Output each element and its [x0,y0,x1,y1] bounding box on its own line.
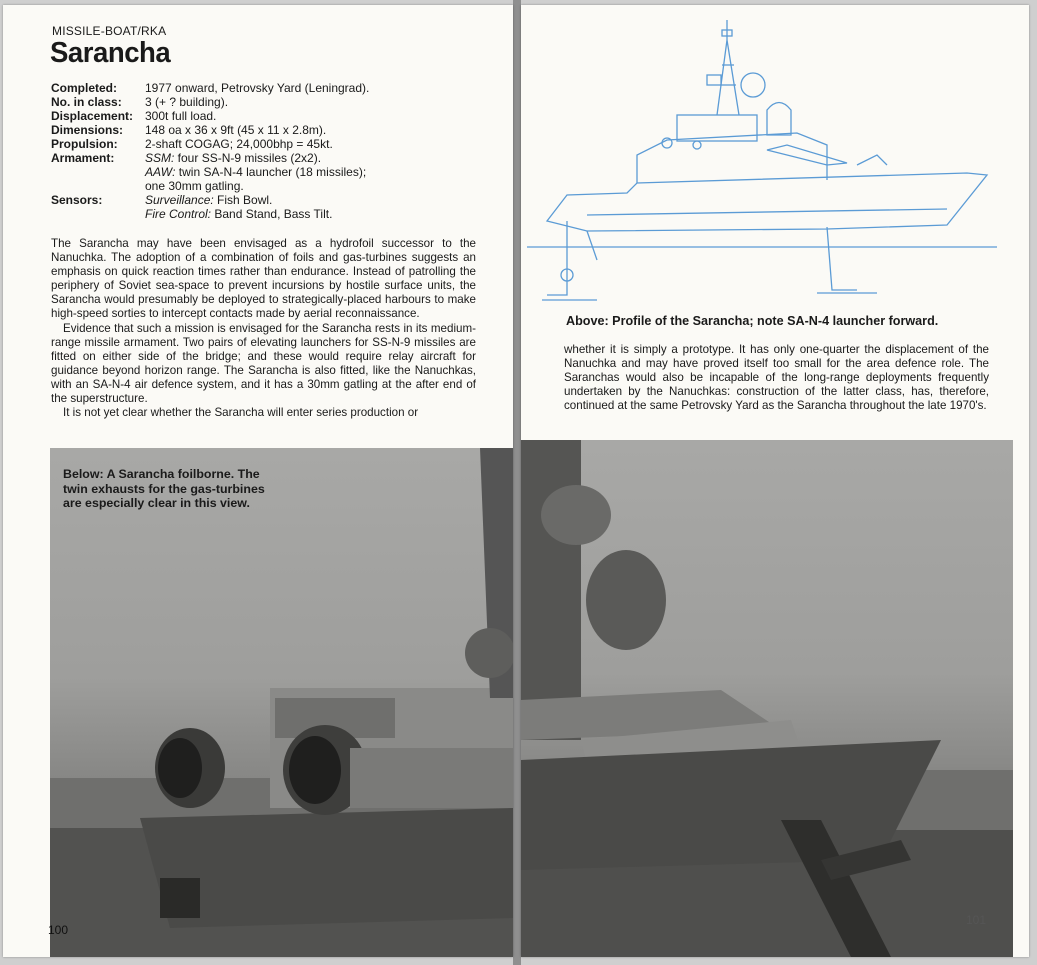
spec-label [51,207,145,221]
foilborne-photo-left-half [50,448,513,957]
spec-row [51,179,369,193]
body-paragraph: It is not yet clear whether the Sarancha will enter series production or [63,406,419,420]
spec-row [51,151,369,165]
spec-value-prefix: SSM: [145,151,175,165]
spec-value [145,179,369,193]
spec-value [145,207,369,221]
spec-value-text: 3 (+ ? building). [145,95,229,109]
spec-value [145,81,369,95]
spec-row [51,95,369,109]
spec-value [145,151,369,165]
spec-value-prefix: Surveillance: [145,193,214,207]
left-page [3,5,513,957]
spec-row [51,123,369,137]
spec-value-text: four SS-N-9 missiles (2x2). [174,151,322,165]
spec-value [145,193,369,207]
spec-value-text: Fish Bowl. [213,193,273,207]
page-title: Sarancha [50,37,171,69]
spec-label: Dimensions: [51,123,124,137]
spec-row [51,109,369,123]
spec-row [51,165,369,179]
spec-row [51,137,369,151]
right-body-text [564,343,989,413]
spec-label: Propulsion: [51,137,118,151]
drawing-caption-above: Above: Profile of the Sarancha; note SA-N-4 launcher forward. [566,314,939,328]
right-page [521,5,1029,957]
ship-profile-drawing [527,15,997,310]
spec-label: Displacement: [51,109,134,123]
spec-row [51,81,369,95]
book-gutter [513,0,521,965]
spec-value-text: 2-shaft COGAG; 24,000bhp = 45kt. [145,137,333,151]
spec-value-prefix: AAW: [145,165,176,179]
spec-row [51,207,369,221]
ship-class-line: MISSILE-BOAT/RKA [52,24,167,38]
page-number-right: 101 [966,913,987,927]
spec-value [145,95,369,109]
spec-row [51,193,369,207]
page-number-left: 100 [48,923,69,937]
spec-label [51,165,145,179]
boat-photo-right-illustration [521,440,1013,957]
spec-value-text: one 30mm gatling. [145,179,244,193]
spec-value-text: 1977 onward, Petrovsky Yard (Leningrad). [145,81,370,95]
left-body-text [51,237,476,420]
body-paragraph: The Sarancha may have been envisaged as a hydrofoil successor to the Nanuchka. The adoption of a combination of foils and gas-turbines suggests an emphasis on quick reaction times rather than endurance. Instead of patrolling the periphery of Soviet sea-space to prevent incursions by hostile surface units, the Sarancha would presumably be deployed to strategically-placed harbours to make high-speed sorties to intercept contacts made by aerial reconnaissance. [51,237,476,321]
spec-label: No. in class: [51,95,122,109]
spec-label: Sensors: [51,193,103,207]
foilborne-photo-right-half [521,440,1013,957]
spec-table [51,81,369,221]
boat-photo-left-illustration [50,448,513,957]
spec-value-text: twin SA-N-4 launcher (18 missiles); [175,165,367,179]
spec-value [145,123,369,137]
spec-label: Completed: [51,81,117,95]
spec-value-text: 148 oa x 36 x 9ft (45 x 11 x 2.8m). [145,123,327,137]
spec-value-prefix: Fire Control: [145,207,212,221]
spec-value-text: 300t full load. [145,109,217,123]
spec-value [145,137,369,151]
spec-value-text: Band Stand, Bass Tilt. [211,207,333,221]
body-paragraph: whether it is simply a prototype. It has only one-quarter the displacement of the Nanuchka and may have proved itself too small for the area defence role. The Saranchas would also be incapable of the long-range deployments frequently undertaken by the Nanuchkas: construction of the latter class, has, therefore, continued at the same Petrovsky Yard as the Sarancha throughout the late 1970's. [564,343,989,413]
body-paragraph: Evidence that such a mission is envisaged for the Sarancha rests in its medium-range missile armament. Two pairs of elevating launchers for SS-N-9 missiles are fitted on either side of the bridge; and these would require relay aircraft for guidance beyond horizon range. The Sarancha is also fitted, like the Nanuchkas, with an SA-N-4 air defence system, and it has a 30mm gatling at the after end of the superstructure. [51,321,476,406]
spec-value [145,109,369,123]
spec-label [51,179,145,193]
photo-caption-below: Below: A Sarancha foilborne. The twin exhausts for the gas-turbines are especially clear in this view. [63,467,265,510]
spec-value [145,165,369,179]
spec-label: Armament: [51,151,115,165]
